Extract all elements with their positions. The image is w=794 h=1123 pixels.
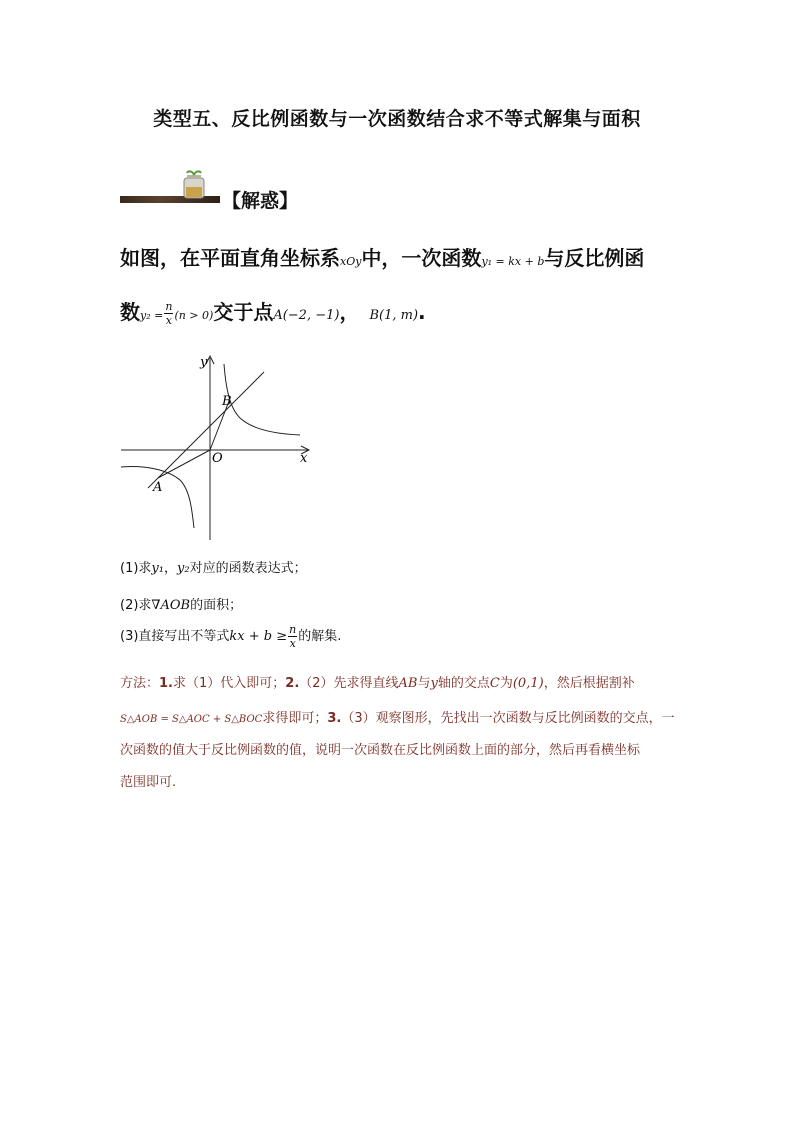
question-text: 的面积； <box>190 598 243 613</box>
question-text: ， <box>163 561 177 576</box>
math-y1: y₁ <box>151 561 164 576</box>
line-y1 <box>148 372 264 488</box>
math-triangle: ∇AOB <box>151 598 191 613</box>
method-text: ，然后根据割补 <box>543 676 635 691</box>
method-line-2 <box>120 707 675 726</box>
label-y: y <box>200 355 208 370</box>
method-text: 轴的交点 <box>437 676 490 691</box>
question-text: (2)求 <box>120 598 152 613</box>
fraction-denominator: x <box>165 314 172 327</box>
problem-line-1 <box>120 242 644 271</box>
question-1 <box>120 557 307 576</box>
label-o: O <box>212 451 223 466</box>
question-text: 的解集. <box>298 629 342 644</box>
math-inequality: kx + b ≥ <box>229 629 288 644</box>
math-xoy: xOy <box>340 255 362 268</box>
problem-text: 与反比例函 <box>544 246 645 270</box>
fraction-denominator: x <box>289 637 296 650</box>
math-condition: (n > 0) <box>174 309 214 322</box>
method-line-4: 范围即可. <box>120 775 177 790</box>
problem-text: 交于点 <box>213 300 274 324</box>
problem-text: 中，一次函数 <box>361 246 482 270</box>
fraction-numerator: n <box>289 623 297 636</box>
math-fraction <box>164 301 173 326</box>
math-y2: y₂ <box>177 561 190 576</box>
question-text: (3)直接写出不等式 <box>120 629 230 644</box>
label-b: B <box>222 394 232 409</box>
method-step-number: 3. <box>327 711 342 726</box>
hyperbola-branch-2 <box>121 467 194 528</box>
math-y2: y₂ = <box>140 309 164 322</box>
math-point-c: (0,1) <box>512 676 544 691</box>
method-text: 为 <box>499 676 513 691</box>
segment-oa <box>158 450 210 478</box>
math-fraction <box>288 624 297 649</box>
problem-text: 如图，在平面直角坐标系 <box>120 246 340 270</box>
method-text: 求得即可； <box>262 711 328 726</box>
method-text: 方法： <box>120 676 160 691</box>
math-y: y <box>430 676 438 691</box>
method-step-number: 2. <box>285 676 300 691</box>
math-point-a: A(−2, −1) <box>273 308 340 323</box>
page-title: 类型五、反比例函数与一次函数结合求不等式解集与面积 <box>153 108 641 130</box>
problem-text: ， <box>339 300 360 324</box>
fraction-numerator: n <box>165 300 173 313</box>
function-graph <box>118 350 318 545</box>
problem-line-2 <box>120 296 426 326</box>
method-text: （3）观察图形，先找出一次函数与反比例函数的交点，一 <box>341 711 675 726</box>
coin-jar-icon <box>178 170 210 200</box>
problem-text: . <box>418 300 426 324</box>
problem-text: 数 <box>120 300 140 324</box>
question-text: (1)求 <box>120 561 152 576</box>
method-line-1 <box>120 672 635 691</box>
method-line-3: 次函数的值大于反比例函数的值，说明一次函数在反比例函数上面的部分，然后再看横坐标 <box>120 743 641 758</box>
method-text: （2）先求得直线 <box>299 676 399 691</box>
math-y1-expression: y₁ = kx + b <box>481 255 545 268</box>
label-a: A <box>153 480 163 495</box>
section-label: 【解惑】 <box>222 190 299 212</box>
method-text: 与 <box>417 676 431 691</box>
math-area-formula: S△AOB = S△AOC + S△BOC <box>120 714 263 725</box>
method-text: 求（1）代入即可； <box>173 676 286 691</box>
question-text: 对应的函数表达式； <box>189 561 307 576</box>
label-x: x <box>300 451 308 466</box>
question-3 <box>120 624 341 649</box>
math-point-b: B(1, m) <box>369 308 419 323</box>
math-c: C <box>489 676 500 691</box>
question-2 <box>120 594 242 613</box>
method-step-number: 1. <box>159 676 173 691</box>
math-ab: AB <box>398 676 418 691</box>
